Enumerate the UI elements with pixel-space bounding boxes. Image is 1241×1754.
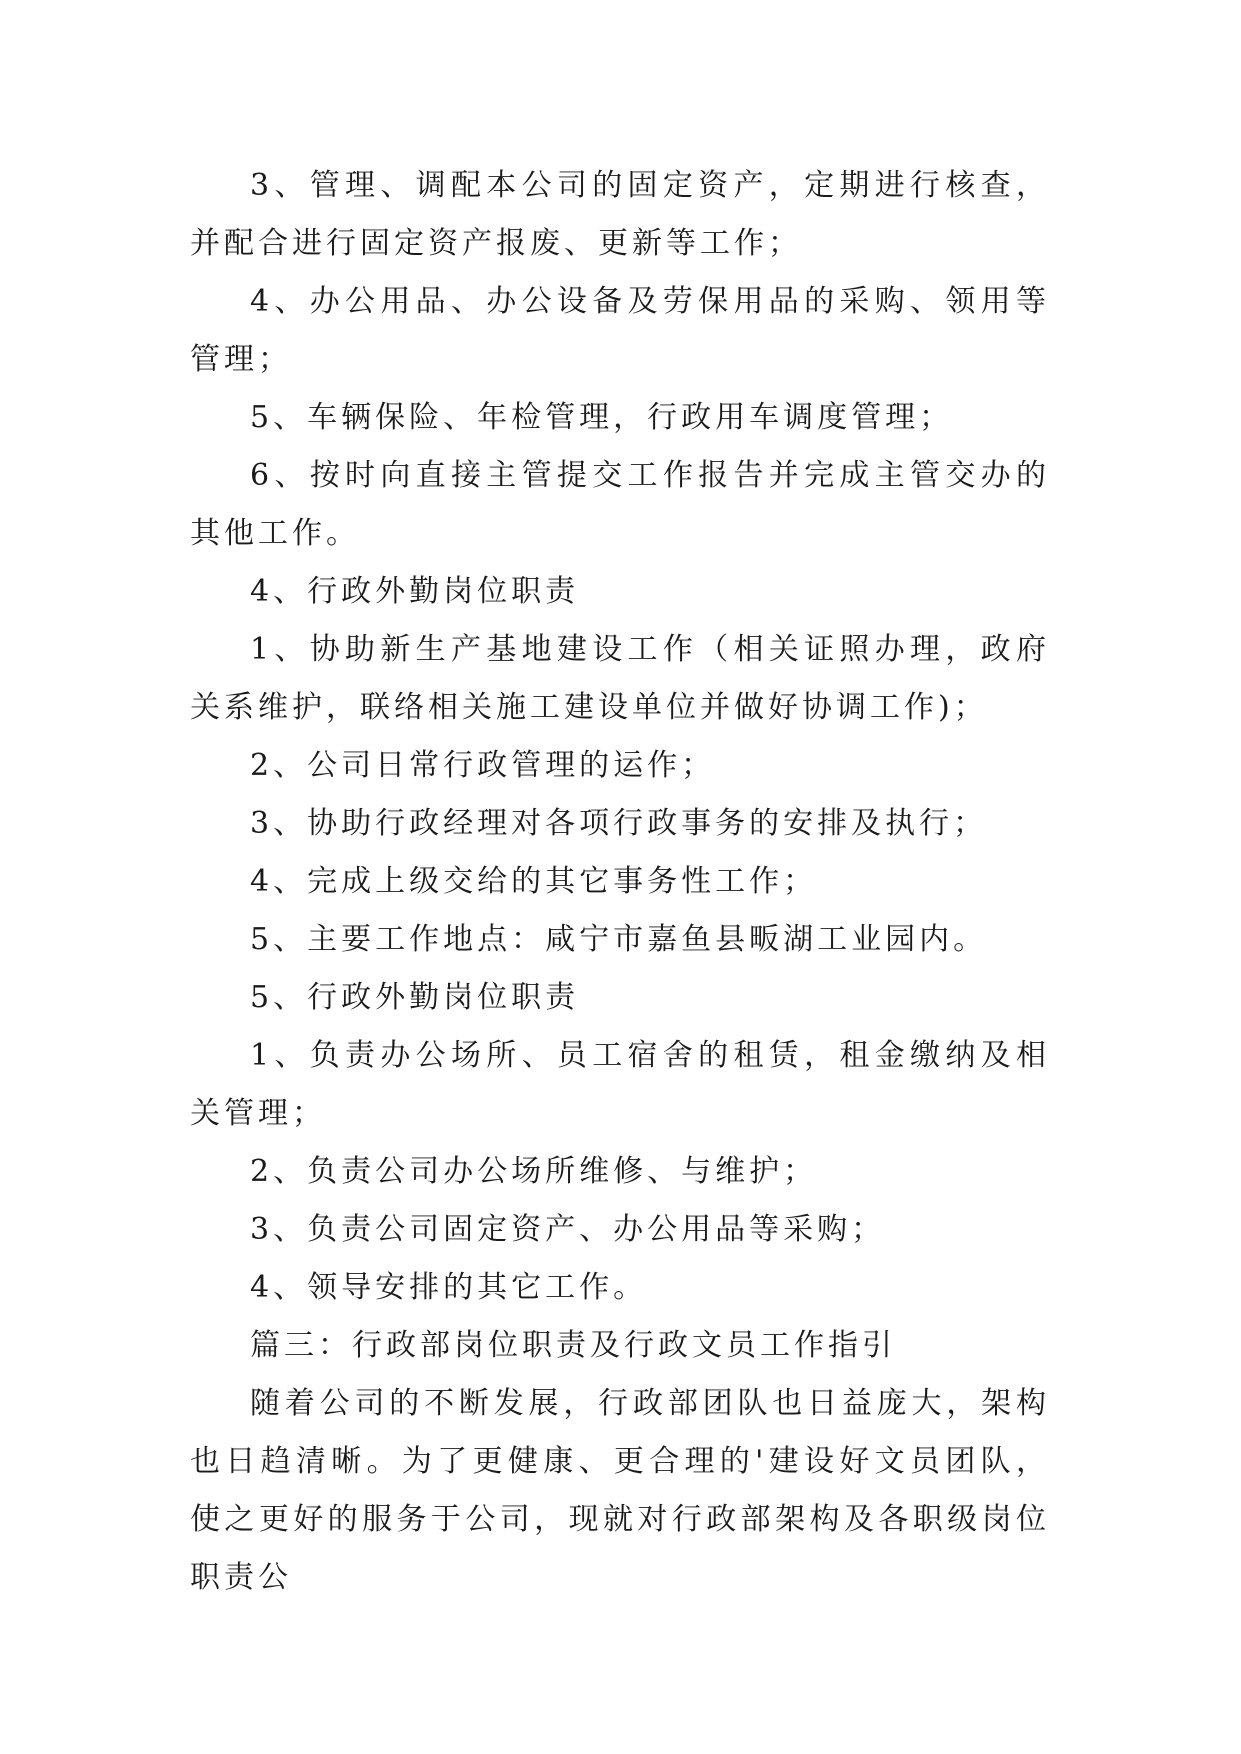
- paragraph: 5、主要工作地点：咸宁市嘉鱼县畈湖工业园内。: [250, 922, 988, 957]
- paragraph: 4、办公用品、办公设备及劳保用品的采购、领用等管理；: [190, 284, 1050, 377]
- section-heading: 4、行政外勤岗位职责: [250, 574, 580, 609]
- paragraph: 6、按时向直接主管提交工作报告并完成主管交办的其他工作。: [190, 458, 1050, 551]
- document-body: [190, 157, 1050, 1607]
- paragraph: 2、公司日常行政管理的运作；: [250, 748, 716, 783]
- paragraph: 5、车辆保险、年检管理，行政用车调度管理；: [250, 400, 954, 435]
- paragraph: 3、管理、调配本公司的固定资产，定期进行核查，并配合进行固定资产报废、更新等工作；: [190, 168, 1050, 261]
- paragraph: 随着公司的不断发展，行政部团队也日益庞大，架构也日趋清晰。为了更健康、更合理的'建设好文员团队，使之更好的服务于公司，现就对行政部架构及各职级岗位职责公: [190, 1386, 1050, 1595]
- section-heading: 5、行政外勤岗位职责: [250, 980, 580, 1015]
- paragraph: 4、完成上级交给的其它事务性工作；: [250, 864, 818, 899]
- paragraph: 1、协助新生产基地建设工作（相关证照办理，政府关系维护，联络相关施工建设单位并做好协调工作)；: [190, 632, 1050, 725]
- paragraph: 1、负责办公场所、员工宿舍的租赁，租金缴纳及相关管理；: [190, 1038, 1050, 1131]
- paragraph: 2、负责公司办公场所维修、与维护；: [250, 1154, 818, 1189]
- section-heading: 篇三：行政部岗位职责及行政文员工作指引: [250, 1328, 896, 1363]
- paragraph: 4、领导安排的其它工作。: [250, 1270, 648, 1305]
- paragraph: 3、协助行政经理对各项行政事务的安排及执行；: [250, 806, 988, 841]
- paragraph: 3、负责公司固定资产、办公用品等采购；: [250, 1212, 886, 1247]
